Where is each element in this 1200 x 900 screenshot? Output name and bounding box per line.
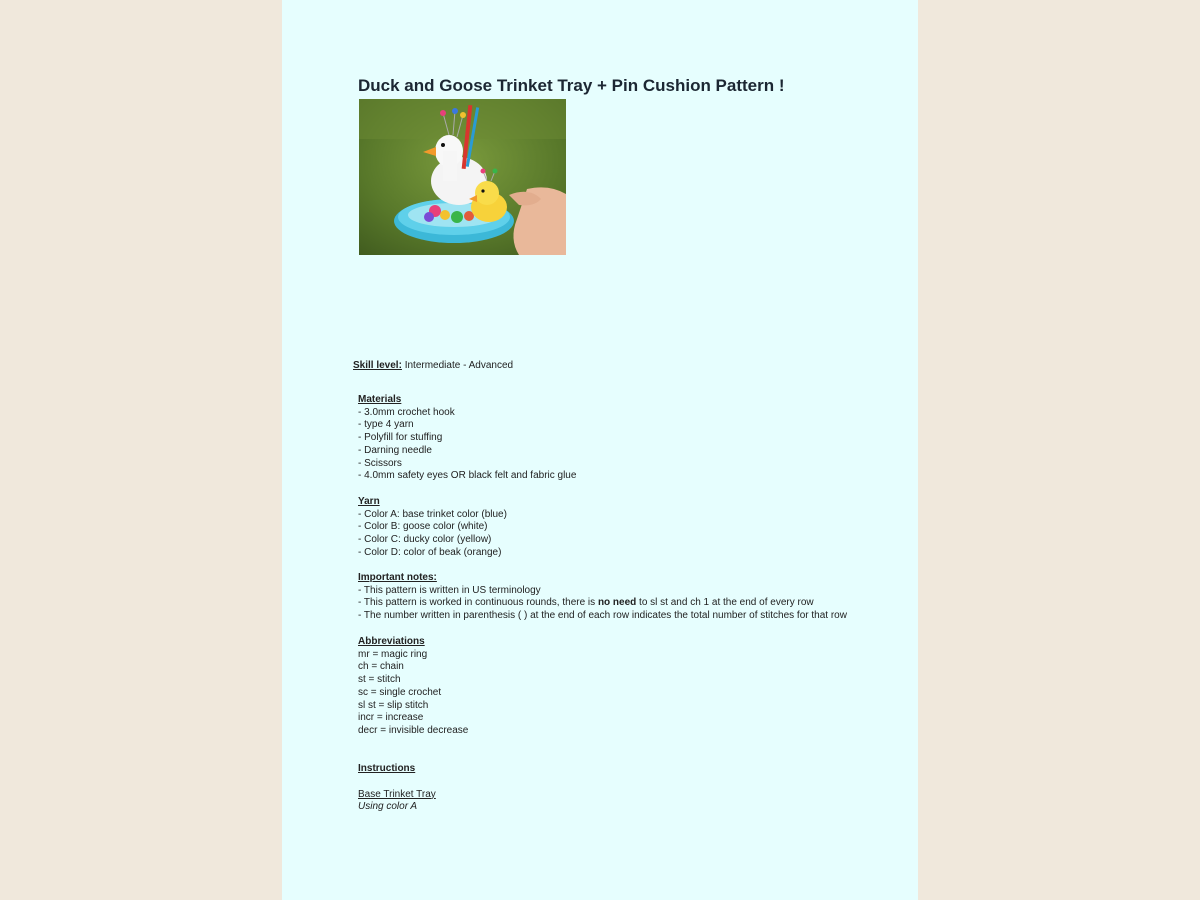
materials-heading: Materials <box>358 394 402 405</box>
list-item: - 4.0mm safety eyes OR black felt and fabric glue <box>358 470 577 482</box>
list-item: - Color C: ducky color (yellow) <box>358 534 492 546</box>
list-item: - The number written in parenthesis ( ) at the end of each row indicates the total number of stitches for that row <box>358 610 847 622</box>
list-item: sl st = slip stitch <box>358 699 429 711</box>
skill-level-label: Skill level: <box>353 360 402 371</box>
list-item: - Color D: color of beak (orange) <box>358 546 502 558</box>
document-page <box>282 0 918 900</box>
list-item: sc = single crochet <box>358 686 442 698</box>
product-photo <box>359 99 566 255</box>
yarn-heading: Yarn <box>358 496 380 507</box>
list-item: - Darning needle <box>358 444 432 456</box>
skill-level-value: Intermediate - Advanced <box>404 360 514 371</box>
skill-level <box>353 360 513 371</box>
notes-heading: Important notes: <box>358 572 437 583</box>
materials-section <box>358 394 576 483</box>
yarn-section <box>358 496 507 560</box>
list-item: - Color A: base trinket color (blue) <box>358 508 507 520</box>
note-text: - This pattern is worked in continuous rounds, there is <box>358 597 598 609</box>
important-notes-section <box>358 572 847 623</box>
list-item: ch = chain <box>358 661 404 673</box>
photo-illustration <box>359 99 566 255</box>
note-text: to sl st and ch 1 at the end of every row <box>636 597 814 609</box>
section-subheading: Base Trinket Tray <box>358 788 436 800</box>
list-item: - Color B: goose color (white) <box>358 521 488 533</box>
page-title: Duck and Goose Trinket Tray + Pin Cushion Pattern ! <box>358 76 785 95</box>
abbreviations-section <box>358 636 468 738</box>
list-item: - 3.0mm crochet hook <box>358 406 455 418</box>
note-emphasis: no need <box>597 597 637 609</box>
instructions-heading: Instructions <box>358 763 416 774</box>
list-item: st = stitch <box>358 674 401 686</box>
abbreviations-heading: Abbreviations <box>358 636 425 647</box>
list-item: - type 4 yarn <box>358 419 414 431</box>
list-item: incr = increase <box>358 712 424 724</box>
list-item <box>358 597 847 610</box>
instructions-section <box>358 763 436 814</box>
section-note: Using color A <box>358 801 418 813</box>
list-item: - Polyfill for stuffing <box>358 432 443 444</box>
list-item: mr = magic ring <box>358 648 428 660</box>
list-item: - Scissors <box>358 457 402 469</box>
list-item: - This pattern is written in US terminology <box>358 584 541 596</box>
list-item: decr = invisible decrease <box>358 724 469 736</box>
